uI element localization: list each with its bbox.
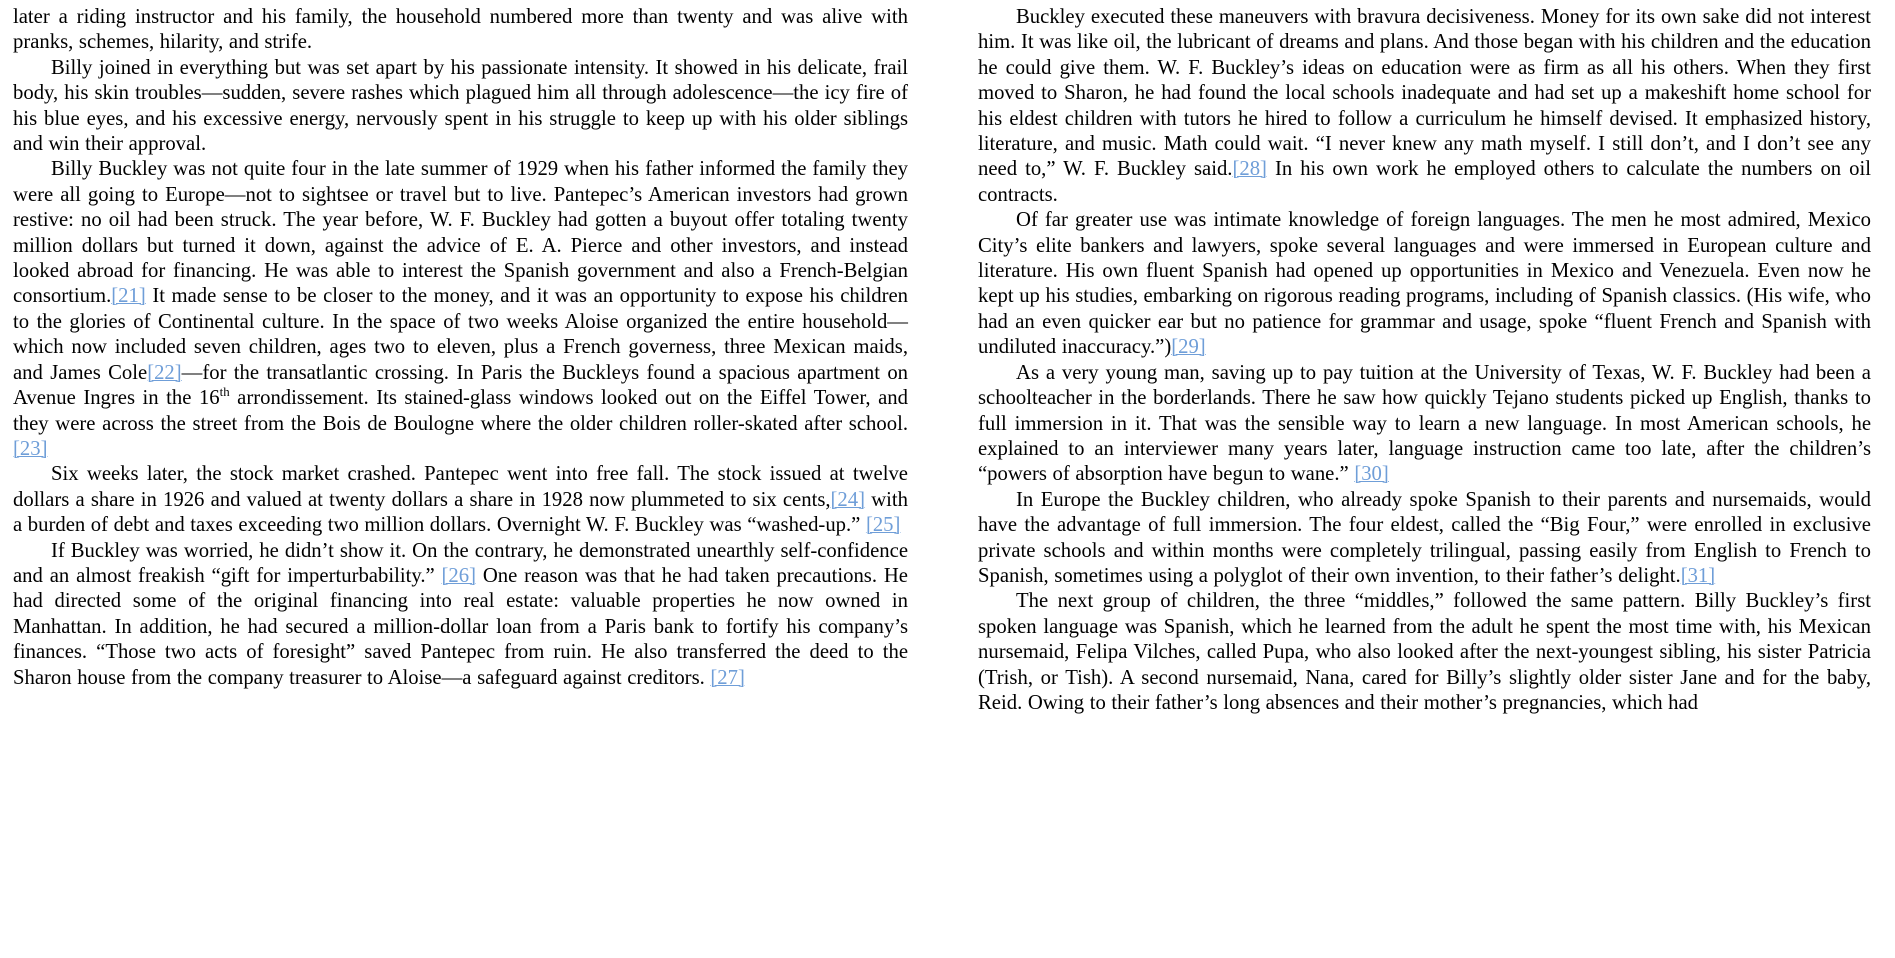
paragraph: Of far greater use was intimate knowledge of foreign languages. The men he most admired, Mexico City’s elite bankers and lawyers, spoke several languages and were immersed in European culture and literature. His own fluent Spanish had opened up opportunities in Mexico and Venezuela. Even now he kept up his studies, embarking on rigorous reading programs, including of Spanish classics. (His wife, who had an even quicker ear but no patience for grammar and usage, spoke “fluent French and Spanish with undiluted inaccuracy.”)[29] bbox=[978, 209, 1871, 359]
footnote-link[interactable]: [24] bbox=[830, 488, 866, 511]
footnote-link[interactable]: [22] bbox=[147, 361, 182, 384]
paragraph: The next group of children, the three “middles,” followed the same pattern. Billy Buckley’s first spoken language was Spanish, which he learned from the adult he spent the most time with, his Mexican nursemaid, Felipa Vilches, called Pupa, who also looked after the next-youngest sibling, his sister Patricia (Trish, or Tish). A second nursemaid, Nana, cared for Billy’s slightly older sister Jane and for the baby, Reid. Owing to their father’s long absences and their mother’s pregnancies, which had bbox=[978, 590, 1871, 714]
paragraph: Six weeks later, the stock market crashed. Pantepec went into free fall. The stock issued at twelve dollars a share in 1926 and valued at twenty dollars a share in 1928 now plummeted to six cents,[24] with a burden of debt and taxes exceeding two million dollars. Overnight W. F. Buckley was “washed-up.” [25] bbox=[13, 463, 908, 537]
footnote-link[interactable]: [25] bbox=[865, 514, 901, 537]
footnote-link[interactable]: [26] bbox=[441, 564, 476, 587]
footnote-link[interactable]: [29] bbox=[1171, 336, 1206, 359]
page-left-column bbox=[13, 5, 908, 691]
page-right-column bbox=[978, 5, 1871, 716]
footnote-link[interactable]: [30] bbox=[1354, 463, 1389, 486]
footnote-link[interactable]: [23] bbox=[13, 437, 48, 460]
paragraph: Billy joined in everything but was set apart by his passionate intensity. It showed in his delicate, frail body, his skin troubles—sudden, severe rashes which plagued him all through adolescence—the icy fire of his blue eyes, and his excessive energy, nervously spent in his struggle to keep up with his older siblings and win their approval. bbox=[13, 56, 908, 156]
paragraph: later a riding instructor and his family, the household numbered more than twenty and was alive with pranks, schemes, hilarity, and strife. bbox=[13, 6, 908, 54]
footnote-link[interactable]: [27] bbox=[710, 666, 745, 689]
paragraph: As a very young man, saving up to pay tuition at the University of Texas, W. F. Buckley had been a schoolteacher in the borderlands. There he saw how quickly Tejano students picked up English, thanks to full immersion in it. That was the sensible way to learn a new language. In most American schools, he explained to an interviewer many years later, language instruction came too late, after the children’s “powers of absorption have begun to wane.” [30] bbox=[978, 361, 1871, 486]
paragraph: Billy Buckley was not quite four in the late summer of 1929 when his father informed the family they were all going to Europe—not to sightsee or travel but to live. Pantepec’s American investors had grown restive: no oil had been struck. The year before, W. F. Buckley had gotten a buyout offer totaling twenty million dollars but turned it down, against the advice of E. A. Pierce and other investors, and instead looked abroad for financing. He was able to interest the Spanish government and also a French-Belgian consortium.[21] It made sense to be closer to the money, and it was an opportunity to expose his children to the glories of Continental culture. In the space of two weeks Aloise organized the entire household—which now included seven children, ages two to eleven, plus a French governess, three Mexican maids, and James Cole[22]—for the transatlantic crossing. In Paris the Buckleys found a spacious apartment on Avenue Ingres in the 16th arrondissement. Its stained-glass windows looked out on the Eiffel Tower, and they were across the street from the Bois de Boulogne where the older children roller-skated after school.[23] bbox=[13, 158, 909, 460]
paragraph: If Buckley was worried, he didn’t show it. On the contrary, he demonstrated unearthly self-confidence and an almost freakish “gift for imperturbability.” [26] One reason was that he had taken precautions. He had directed some of the original financing into real estate: valuable properties he now owned in Manhattan. In addition, he had secured a million-dollar loan from a Paris bank to fortify his company’s finances. “Those two acts of foresight” saved Pantepec from ruin. He also transferred the deed to the Sharon house from the company treasurer to Aloise—a safeguard against creditors. [27] bbox=[13, 539, 908, 689]
footnote-link[interactable]: [31] bbox=[1680, 564, 1716, 587]
paragraph: In Europe the Buckley children, who already spoke Spanish to their parents and nursemaids, would have the advantage of full immersion. The four eldest, called the “Big Four,” were enrolled in exclusive private schools and within months were completely trilingual, passing easily from English to French to Spanish, sometimes using a polyglot of their own invention, to their father’s delight.[31] bbox=[978, 488, 1871, 587]
paragraph: Buckley executed these maneuvers with bravura decisiveness. Money for its own sake did not interest him. It was like oil, the lubricant of dreams and plans. And those began with his children and the education he could give them. W. F. Buckley’s ideas on education were as firm as all his others. When they first moved to Sharon, he had found the local schools inadequate and had set up a makeshift home school for his eldest children with tutors he hired to follow a curriculum he himself devised. It emphasized history, literature, and music. Math could wait. “I never knew any math myself. I still don’t, and I don’t see any need to,” W. F. Buckley said.[28] In his own work he employed others to calculate the numbers on oil contracts. bbox=[978, 6, 1871, 206]
footnote-link[interactable]: [28] bbox=[1232, 158, 1267, 181]
footnote-link[interactable]: [21] bbox=[111, 285, 146, 308]
ordinal-superscript: th bbox=[219, 385, 230, 400]
